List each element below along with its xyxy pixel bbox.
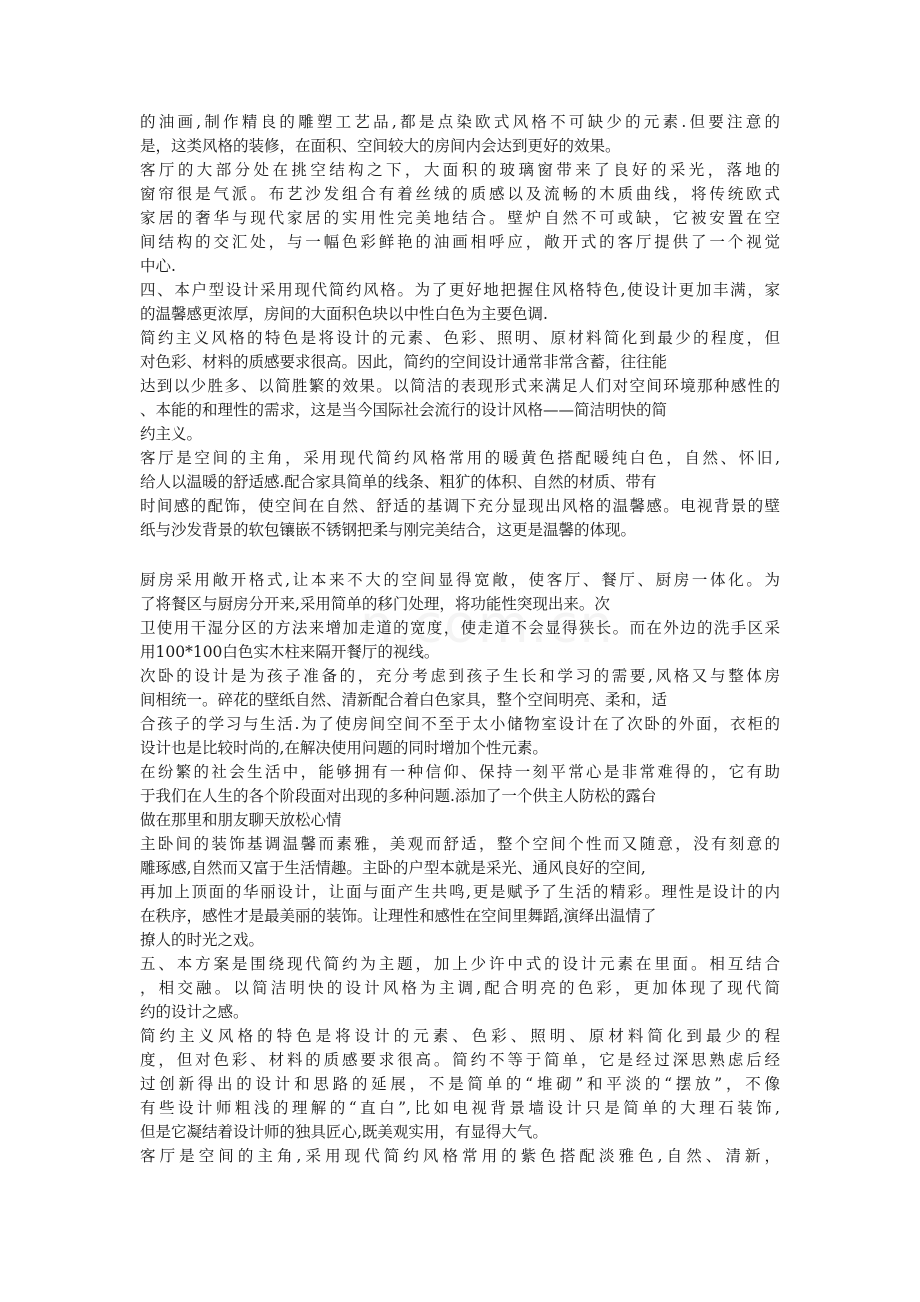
text-line: 主卧间的装饰基调温馨而素雅，美观而舒适，整个空间个性而又随意，没有刻意的 (140, 835, 780, 853)
text-line: 家居的奢华与现代家居的实用性完美地结合。壁炉自然不可或缺，它被安置在空 (140, 209, 780, 227)
text-line: 撩人的时光之戏。 (140, 931, 265, 949)
text-line: 做在那里和朋友聊天放松心情 (140, 811, 342, 829)
text-line: 过创新得出的设计和思路的延展，不是简单的“堆砌”和平淡的“摆放”，不像 (140, 1075, 780, 1093)
text-line: 、本能的和理性的需求，这是当今国际社会流行的设计风格——简洁明快的简 (140, 401, 668, 419)
text-line: 于我们在人生的各个阶段面对出现的多种问题.添加了一个供主人防松的露台 (140, 787, 657, 805)
text-line: 是，这类风格的装修，在面积、空间较大的房间内会达到更好的效果。 (140, 137, 621, 155)
text-line: 对色彩、材料的质感要求很高。因此，简约的空间设计通常非常含蓄，往往能 (140, 353, 668, 371)
text-line: 中心. (140, 257, 176, 275)
text-line: 客厅的大部分处在挑空结构之下，大面积的玻璃窗带来了良好的采光，落地的 (140, 161, 780, 179)
text-line: 的温馨感更浓厚，房间的大面积色块以中性白色为主要色调. (140, 305, 548, 323)
text-line: 窗帘很是气派。布艺沙发组合有着丝绒的质感以及流畅的木质曲线，将传统欧式 (140, 185, 780, 203)
text-line: 厨房采用敞开格式,让本来不大的空间显得宽敞，使客厅、餐厅、厨房一体化。为 (140, 571, 780, 589)
text-line: 用100*100白色实木柱来隔开餐厅的视线。 (140, 643, 440, 661)
text-line: 约主义。 (140, 425, 203, 443)
text-line: 次卧的设计是为孩子准备的，充分考虑到孩子生长和学习的需要,风格又与整体房 (140, 667, 780, 685)
text-line: 但是它凝结着设计师的独具匠心,既美观实用，有显得大气。 (140, 1123, 548, 1141)
text-line: 约的设计之感。 (140, 1003, 249, 1021)
text-line: 在纷繁的社会生活中，能够拥有一种信仰、保持一刻平常心是非常难得的，它有助 (140, 763, 780, 781)
text-line: 间结构的交汇处，与一幅色彩鲜艳的油画相呼应，敞开式的客厅提供了一个视觉 (140, 233, 780, 251)
text-line: 合孩子的学习与生活.为了使房间空间不至于太小储物室设计在了次卧的外面，衣柜的 (140, 715, 780, 733)
text-line: 设计也是比较时尚的,在解决使用问题的同时增加个性元素。 (140, 739, 548, 757)
text-line: 有些设计师粗浅的理解的“直白”,比如电视背景墙设计只是简单的大理石装饰, (140, 1099, 780, 1117)
text-line: 度，但对色彩、材料的质感要求很高。简约不等于简单，它是经过深思熟虑后经 (140, 1051, 780, 1069)
text-line: 在秩序，感性才是最美丽的装饰。让理性和感性在空间里舞蹈,演绎出温情了 (140, 907, 657, 925)
text-line: 卫使用干湿分区的方法来增加走道的宽度，使走道不会显得狭长。而在外边的洗手区采 (140, 619, 780, 637)
text-line: 纸与沙发背景的软包镶嵌不锈钢把柔与刚完美结合，这更是温馨的体现。 (140, 521, 637, 539)
text-line: 的油画,制作精良的雕塑工艺品,都是点染欧式风格不可缺少的元素.但要注意的 (140, 113, 780, 131)
text-line: 简约主义风格的特色是将设计的元素、色彩、照明、原材料简化到最少的程 (140, 1027, 780, 1045)
text-line: 了将餐区与厨房分开来,采用简单的移门处理，将功能性突现出来。次 (140, 595, 610, 613)
text-line: 时间感的配饰，使空间在自然、舒适的基调下充分显现出风格的温馨感。电视背景的壁 (140, 497, 780, 515)
text-line: 给人以温暖的舒适感.配合家具简单的线条、粗犷的体积、自然的材质、带有 (140, 473, 657, 491)
text-line: 再加上顶面的华丽设计，让面与面产生共鸣,更是赋予了生活的精彩。理性是设计的内 (140, 883, 780, 901)
text-line: 四、本户型设计采用现代简约风格。为了更好地把握住风格特色,使设计更加丰满，家 (140, 281, 780, 299)
text-line: 达到以少胜多、以简胜繁的效果。以简洁的表现形式来满足人们对空间环境那种感性的 (140, 377, 780, 395)
text-line: ，相交融。以简洁明快的设计风格为主调,配合明亮的色彩，更加体现了现代简 (140, 979, 780, 997)
text-line: 雕琢感,自然而又富于生活情趣。主卧的户型本就是采光、通风良好的空间, (140, 859, 646, 877)
text-line: 简约主义风格的特色是将设计的元素、色彩、照明、原材料简化到最少的程度，但 (140, 329, 780, 347)
text-line: 客厅是空间的主角，采用现代简约风格常用的暖黄色搭配暖纯白色，自然、怀旧, (140, 449, 780, 467)
text-line: 五、本方案是围绕现代简约为主题，加上少许中式的设计元素在里面。相互结合 (140, 955, 780, 973)
text-line: 客厅是空间的主角,采用现代简约风格常用的紫色搭配淡雅色,自然、清新， (140, 1147, 780, 1165)
text-line: 间相统一。碎花的壁纸自然、清新配合着白色家具，整个空间明亮、柔和，适 (140, 691, 668, 709)
